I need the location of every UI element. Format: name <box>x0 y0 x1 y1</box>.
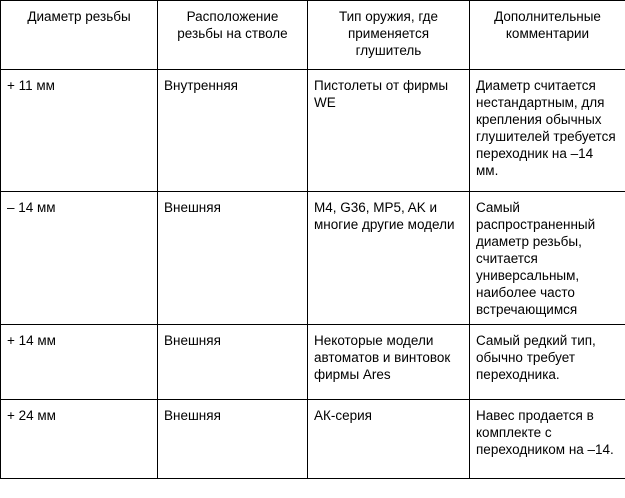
cell-comments: Навес продается в комплекте с переходником на –14. <box>470 400 625 479</box>
header-weapon-type: Тип оружия, где применяется глушитель <box>308 1 470 70</box>
cell-thread-location: Внешняя <box>158 325 308 400</box>
table-row <box>1 400 625 479</box>
cell-thread-diameter: + 11 мм <box>1 70 158 192</box>
header-thread-location: Расположение резьбы на стволе <box>158 1 308 70</box>
cell-weapon-type: M4, G36, MP5, AK и многие другие модели <box>308 192 470 325</box>
cell-comments: Самый распространенный диаметр резьбы, считается универсальным, наиболее часто встречающимся <box>470 192 625 325</box>
cell-comments: Диаметр считается нестандартным, для крепления обычных глушителей требуется переходник на –14 мм. <box>470 70 625 192</box>
header-thread-diameter: Диаметр резьбы <box>1 1 158 70</box>
table-row <box>1 325 625 400</box>
cell-thread-location: Внешняя <box>158 192 308 325</box>
cell-thread-location: Внешняя <box>158 400 308 479</box>
cell-thread-diameter: – 14 мм <box>1 192 158 325</box>
cell-weapon-type: Некоторые модели автоматов и винтовок фирмы Ares <box>308 325 470 400</box>
table-row <box>1 192 625 325</box>
cell-thread-location: Внутренняя <box>158 70 308 192</box>
header-comments: Дополнительные комментарии <box>470 1 625 70</box>
cell-weapon-type: АК-серия <box>308 400 470 479</box>
cell-thread-diameter: + 24 мм <box>1 400 158 479</box>
cell-comments: Самый редкий тип, обычно требует переходника. <box>470 325 625 400</box>
cell-thread-diameter: + 14 мм <box>1 325 158 400</box>
cell-weapon-type: Пистолеты от фирмы WE <box>308 70 470 192</box>
table-row <box>1 70 625 192</box>
table-header-row <box>1 1 625 70</box>
